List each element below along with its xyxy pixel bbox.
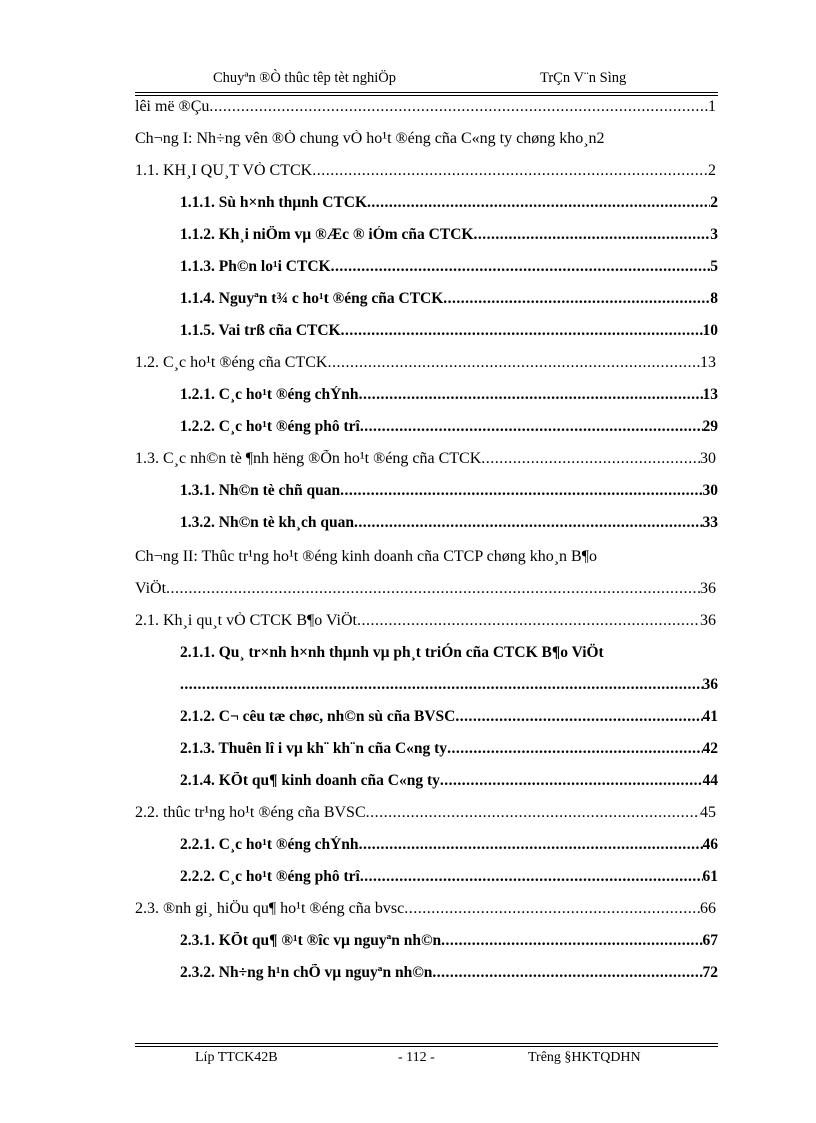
toc-entry-title: 2.1.3. Thuên lî i vµ kh¨ kh¨n cña C«ng ty <box>180 740 448 757</box>
toc-entry-page: 46 <box>702 836 718 853</box>
toc-entry[interactable] <box>0 708 816 738</box>
toc-entry-page: 30 <box>700 450 716 467</box>
toc-entry-page: 67 <box>702 932 718 949</box>
toc-entry-page: 2 <box>708 162 716 179</box>
toc-entry[interactable] <box>0 482 816 512</box>
toc-entry[interactable] <box>0 354 816 384</box>
toc-entry-title: 1.2.2. C¸c ho¹t ®éng phô trî <box>180 418 360 435</box>
toc-entry-page: 41 <box>702 708 718 725</box>
toc-entry[interactable] <box>0 772 816 802</box>
footer-rule <box>135 1043 718 1047</box>
page-footer <box>135 1050 718 1072</box>
toc-entry-title: Ch¬ng II: Thûc tr¹ng ho¹t ®éng kinh doanh cña CTCP chøng kho¸n B¶o <box>135 548 597 565</box>
toc-entry-page: 44 <box>702 772 718 789</box>
toc-entry-page: 66 <box>700 900 716 917</box>
toc-entry-page: 36 <box>700 580 716 597</box>
toc-entry[interactable] <box>0 450 816 480</box>
header-author: TrÇn V¨n Sìng <box>540 70 627 86</box>
toc-entry[interactable] <box>0 514 816 544</box>
toc-entry-title: lêi më ®Çu <box>135 98 210 115</box>
toc-entry-page: 36 <box>700 612 716 629</box>
toc-entry-title: 1.3.1. Nh©n tè chñ quan <box>180 482 341 499</box>
toc-entry[interactable] <box>0 226 816 256</box>
toc-entry-title: 2.2. thûc tr¹ng ho¹t ®éng cña BVSC <box>135 804 366 821</box>
toc-entry-title: 1.1.1. Sù h×nh thµnh CTCK <box>180 194 368 211</box>
toc-entry[interactable] <box>0 964 816 994</box>
toc-entry-page: 61 <box>702 868 718 885</box>
toc-entry-title: 2.3. ®nh gi¸ hiÖu qu¶ ho¹t ®éng cña bvsc <box>135 900 405 917</box>
toc-entry-page: 45 <box>700 804 716 821</box>
toc-entry-title-cont: ViÖt <box>135 580 167 597</box>
toc-entry-title: 1.1.5. Vai trß cña CTCK <box>180 322 341 339</box>
toc-entry-page: 36 <box>702 676 718 693</box>
toc-entry-title: 1.3.2. Nh©n tè kh¸ch quan <box>180 514 354 531</box>
toc-entry-page: 8 <box>710 290 718 307</box>
toc-entry[interactable] <box>0 386 816 416</box>
toc-entry-title: 2.1. Kh¸i qu¸t vÒ CTCK B¶o ViÖt <box>135 612 357 629</box>
toc-entry-page: 3 <box>710 226 718 243</box>
toc-entry-page: 1 <box>708 98 716 115</box>
page-number: - 112 - <box>398 1050 435 1065</box>
toc-entry[interactable] <box>0 130 816 160</box>
footer-university: Trêng §HKTQDHN <box>528 1050 641 1065</box>
toc-entry[interactable] <box>0 322 816 352</box>
toc-entry-title: 2.1.4. KÕt qu¶ kinh doanh cña C«ng ty <box>180 772 440 789</box>
toc-entry-page: 30 <box>702 482 718 499</box>
toc-entry-page: 2 <box>710 194 718 211</box>
toc-entry-page: 72 <box>702 964 718 981</box>
toc-entry-title: 1.1. KH¸I QU¸T VÒ CTCK <box>135 162 313 179</box>
toc-entry[interactable] <box>0 258 816 288</box>
toc-entry-title: 2.2.2. C¸c ho¹t ®éng phô trî <box>180 868 360 885</box>
toc-entry-page: 13 <box>700 354 716 371</box>
page-header <box>135 68 718 90</box>
header-document-title: Chuyªn ®Ò thûc têp tèt nghiÖp <box>213 70 396 86</box>
toc-entry-page: 10 <box>702 322 718 339</box>
toc-entry[interactable] <box>0 900 816 930</box>
toc-entry-title: 2.2.1. C¸c ho¹t ®éng chÝnh <box>180 836 359 853</box>
toc-entry-title: 1.1.4. Nguyªn t¾ c ho¹t ®éng cña CTCK <box>180 290 444 307</box>
footer-class: Líp TTCK42B <box>195 1050 278 1065</box>
toc-entry-title: 2.3.2. Nh÷ng h¹n chÕ vµ nguyªn nh©n <box>180 964 433 981</box>
toc-entry[interactable] <box>0 612 816 642</box>
toc-entry[interactable] <box>0 836 816 866</box>
toc-entry-title: 1.3. C¸c nh©n tè ¶nh hëng ®Õn ho¹t ®éng cña CTCK <box>135 450 482 467</box>
toc-entry-title: 1.1.2. Kh¸i niÖm vµ ®Æc ® iÓm cña CTCK <box>180 226 474 243</box>
toc-entry[interactable] <box>0 194 816 224</box>
toc-entry-title: 1.2. C¸c ho¹t ®éng cña CTCK <box>135 354 328 371</box>
toc-entry[interactable] <box>0 290 816 320</box>
toc-entry-title: 2.1.2. C¬ cêu tæ chøc, nh©n sù cña BVSC <box>180 708 456 725</box>
toc-entry-page: 13 <box>702 386 718 403</box>
toc-entry-title: 2.1.1. Qu¸ tr×nh h×nh thµnh vµ ph¸t triÓn cña CTCK B¶o ViÖt <box>180 644 604 661</box>
toc-entry[interactable] <box>0 162 816 192</box>
toc-entry-title: Ch¬ng I: Nh÷ng vên ®Ò chung vÒ ho¹t ®éng cña C«ng ty chøng kho¸n <box>135 130 597 147</box>
toc-entry[interactable] <box>0 868 816 898</box>
toc-entry-page: 42 <box>702 740 718 757</box>
toc-entry[interactable] <box>0 98 816 128</box>
toc-entry[interactable] <box>0 418 816 448</box>
toc-entry[interactable] <box>0 932 816 962</box>
toc-entry-page: 33 <box>702 514 718 531</box>
toc-entry-title: 1.2.1. C¸c ho¹t ®éng chÝnh <box>180 386 359 403</box>
toc-entry-page: 5 <box>710 258 718 275</box>
toc-entry-title: 1.1.3. Ph©n lo¹i CTCK <box>180 258 331 275</box>
toc-entry[interactable] <box>0 740 816 770</box>
header-rule <box>135 92 718 96</box>
toc-entry-title: 2.3.1. KÕt qu¶ ®¹t ®îc vµ nguyªn nh©n <box>180 932 442 949</box>
toc-entry[interactable] <box>0 804 816 834</box>
toc-entry-page: 2 <box>596 130 605 147</box>
toc-entry-page: 29 <box>702 418 718 435</box>
